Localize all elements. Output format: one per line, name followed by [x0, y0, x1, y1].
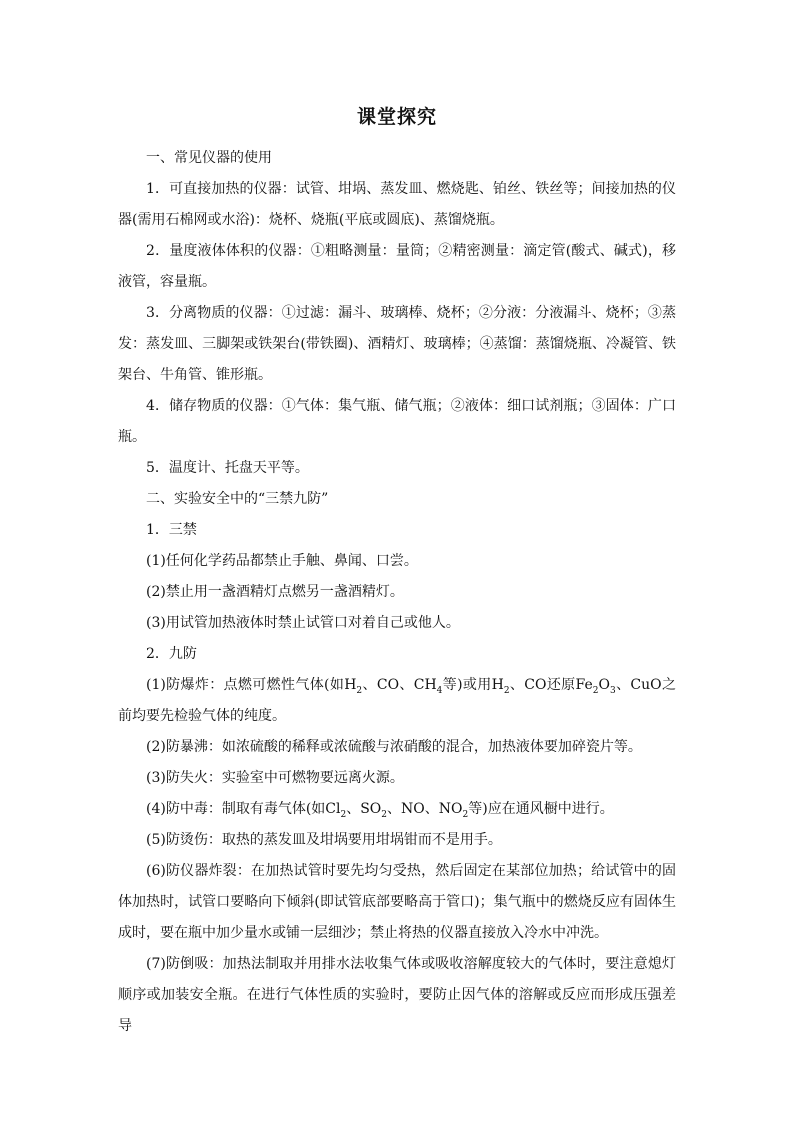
paragraph: (5)防烫伤：取热的蒸发皿及坩埚要用坩埚钳而不是用手。: [146, 832, 502, 848]
paragraph: (7)防倒吸：加热法制取并用排水法收集气体或吸收溶解度较大的气体时，要注意熄灯顺序或加装安全瓶。在进行气体性质的实验时，要防止因气体的溶解或反应而形成压强差导: [118, 956, 676, 1034]
section-heading: 一、常见仪器的使用: [146, 150, 272, 166]
paragraph: 1．可直接加热的仪器：试管、坩埚、蒸发皿、燃烧匙、铂丝、铁丝等；间接加热的仪器(需用石棉网或水浴)：烧杯、烧瓶(平底或圆底)、蒸馏烧瓶。: [118, 181, 676, 228]
subsection-heading: 2．九防: [146, 646, 197, 662]
paragraph: (2)防暴沸：如浓硫酸的稀释或浓硫酸与浓硝酸的混合，加热液体要加碎瓷片等。: [146, 739, 642, 755]
paragraph: (2)禁止用一盏酒精灯点燃另一盏酒精灯。: [146, 584, 404, 600]
paragraph-with-formula: (1)防爆炸：点燃可燃性气体(如$H_2$、CO、$CH_4$等)或用$H_2$、CO还原$Fe_2O_3$、CuO之前均要先检验气体的纯度。: [118, 677, 676, 724]
section-heading: 二、实验安全中的“三禁九防”: [146, 491, 329, 507]
document-body: [118, 143, 676, 1042]
paragraph: 5．温度计、托盘天平等。: [146, 460, 309, 476]
paragraph-with-formula: (4)防中毒：制取有毒气体(如$Cl_2$、$SO_2$、NO、$NO_2$等)应在通风橱中进行。: [146, 801, 614, 820]
paragraph: 3．分离物质的仪器：①过滤：漏斗、玻璃棒、烧杯；②分液：分液漏斗、烧杯；③蒸发：蒸发皿、三脚架或铁架台(带铁圈)、酒精灯、玻璃棒；④蒸馏：蒸馏烧瓶、冷凝管、铁架台、牛角管、锥形瓶。: [118, 305, 676, 383]
paragraph: (6)防仪器炸裂：在加热试管时要先均匀受热，然后固定在某部位加热；给试管中的固体加热时，试管口要略向下倾斜(即试管底部要略高于管口)；集气瓶中的燃烧反应有固体生成时，要在瓶中加少量水或铺一层细沙；禁止将热的仪器直接放入冷水中冲洗。: [118, 863, 676, 941]
paragraph: 2．量度液体体积的仪器：①粗略测量：量筒；②精密测量：滴定管(酸式、碱式)，移液管，容量瓶。: [118, 243, 676, 290]
page-title: 课堂探究: [356, 106, 437, 128]
paragraph: (1)任何化学药品都禁止手触、鼻闻、口尝。: [146, 553, 418, 569]
paragraph: (3)用试管加热液体时禁止试管口对着自己或他人。: [146, 615, 460, 631]
paragraph: (3)防失火：实验室中可燃物要远离火源。: [146, 770, 404, 786]
subsection-heading: 1．三禁: [146, 522, 197, 538]
paragraph: 4．储存物质的仪器：①气体：集气瓶、储气瓶；②液体：细口试剂瓶；③固体：广口瓶。: [118, 398, 676, 445]
